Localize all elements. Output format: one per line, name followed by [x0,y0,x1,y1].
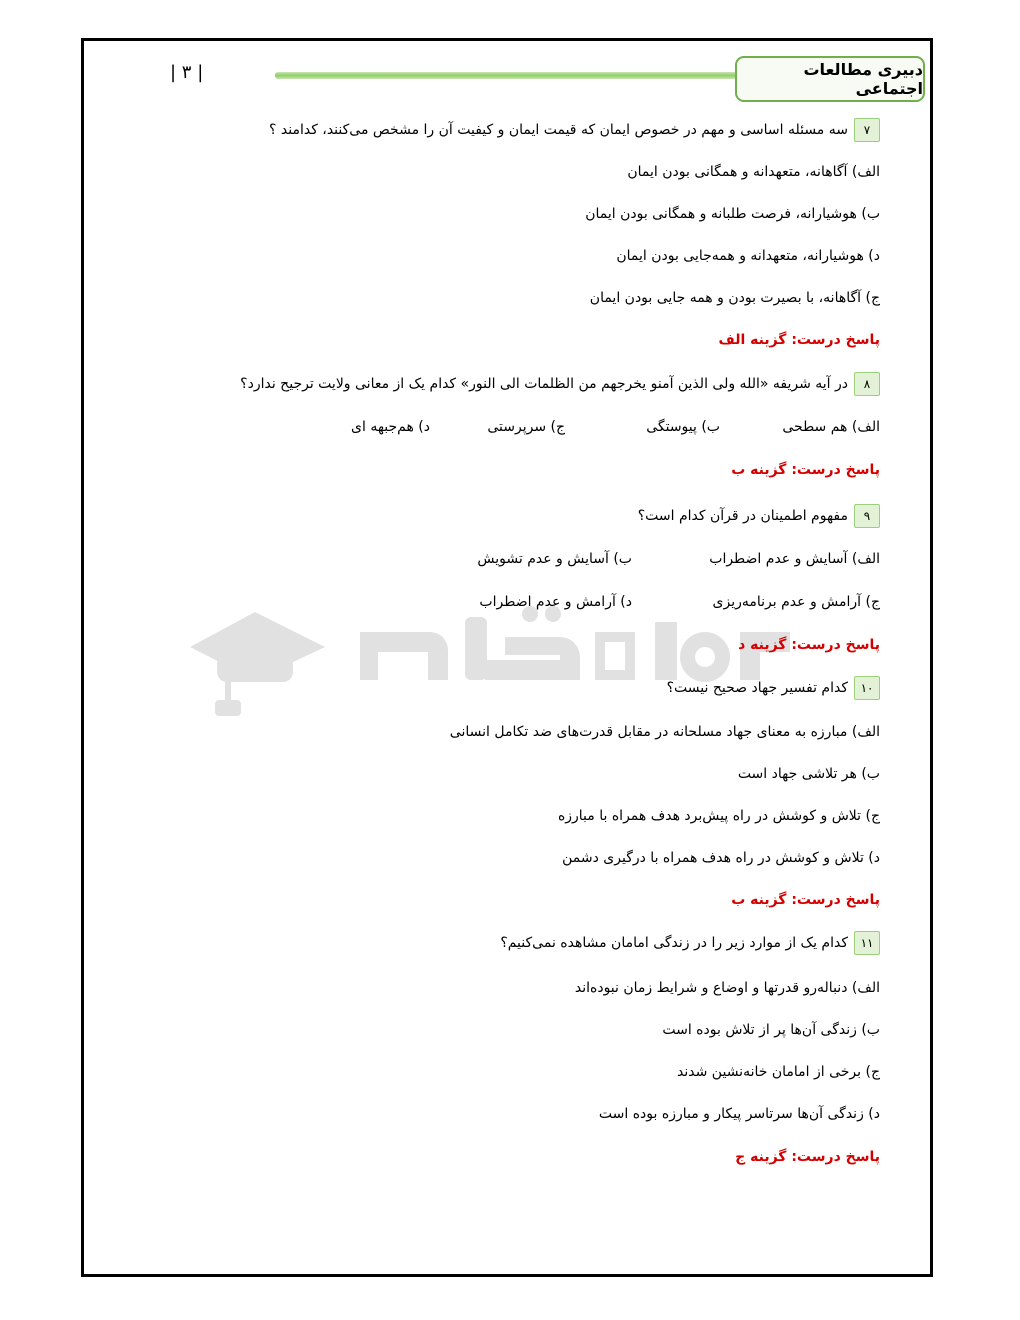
option-c: ج) آرامش و عدم برنامه‌ریزی [712,594,880,610]
option-b: ب) هر تلاشی جهاد است [737,766,880,782]
option-a: الف) هم سطحی [782,419,880,435]
question-number-badge: ۸ [854,372,880,396]
question-number-badge: ۱۱ [854,931,880,955]
option-b: ب) پیوستگی [646,419,720,435]
correct-answer: پاسخ درست: گزینه د [738,637,880,653]
question-10 [667,676,880,700]
question-text: کدام یک از موارد زیر را در زندگی امامان مشاهده نمی‌کنیم؟ [500,935,848,951]
question-text: در آیه شریفه «الله ولی الذین آمنو یخرجهم من الظلمات الی النور» کدام یک از معانی ولایت ترجیح ندارد؟ [240,376,848,392]
question-number-badge: ۷ [854,118,880,142]
question-text: کدام تفسیر جهاد صحیح نیست؟ [666,680,848,696]
option-c: ج) تلاش و کوشش در راه پیش‌برد هدف همراه با مبارزه [557,808,880,824]
option-d: د) هوشیارانه، متعهدانه و همه‌جایی بودن ایمان [616,248,880,264]
option-d: د) زندگی آن‌ها سرتاسر پیکار و مبارزه بوده است [598,1106,880,1122]
option-a: الف) آسایش و عدم اضطراب [709,551,880,567]
question-11 [500,931,880,955]
question-text: سه مسئله اساسی و مهم در خصوص ایمان که قیمت ایمان و کیفیت آن را مشخص می‌کنند، کدامند ؟ [269,122,848,138]
correct-answer: پاسخ درست: گزینه ب [731,462,880,478]
option-a: الف) مبارزه به معنای جهاد مسلحانه در مقابل قدرت‌های ضد تکامل انسانی [449,724,880,740]
option-b: ب) آسایش و عدم تشویش [477,551,632,567]
option-a: الف) آگاهانه، متعهدانه و همگانی بودن ایمان [627,164,880,180]
option-c: ج) برخی از امامان خانه‌نشین شدند [677,1064,880,1080]
page-number: | ۳ | [170,62,204,83]
correct-answer: پاسخ درست: گزینه ب [731,892,880,908]
question-9 [638,504,880,528]
option-a: الف) دنباله‌رو قدرتها و اوضاع و شرایط زمان نبوده‌اند [574,980,880,996]
question-number-badge: ۹ [854,504,880,528]
question-8 [240,372,880,396]
correct-answer: پاسخ درست: گزینه الف [718,332,880,348]
option-d: د) تلاش و کوشش در راه هدف همراه با درگیری دشمن [562,850,880,866]
question-7 [269,118,880,142]
header-title: دبیری مطالعات اجتماعی [803,60,923,98]
option-c: ج) آگاهانه، با بصیرت بودن و همه جایی بودن ایمان [589,290,880,306]
correct-answer: پاسخ درست: گزینه ج [735,1149,880,1165]
option-c: ج) سرپرستی [487,419,565,435]
question-text: مفهوم اطمینان در قرآن کدام است؟ [637,508,848,524]
question-number-badge: ۱۰ [854,676,880,700]
option-d: د) آرامش و عدم اضطراب [479,594,632,610]
option-d: د) هم‌جبهه ای [351,419,430,435]
option-b: ب) زندگی آن‌ها پر از تلاش بوده است [662,1022,880,1038]
option-b: ب) هوشیارانه، فرصت طلبانه و همگانی بودن ایمان [585,206,880,222]
